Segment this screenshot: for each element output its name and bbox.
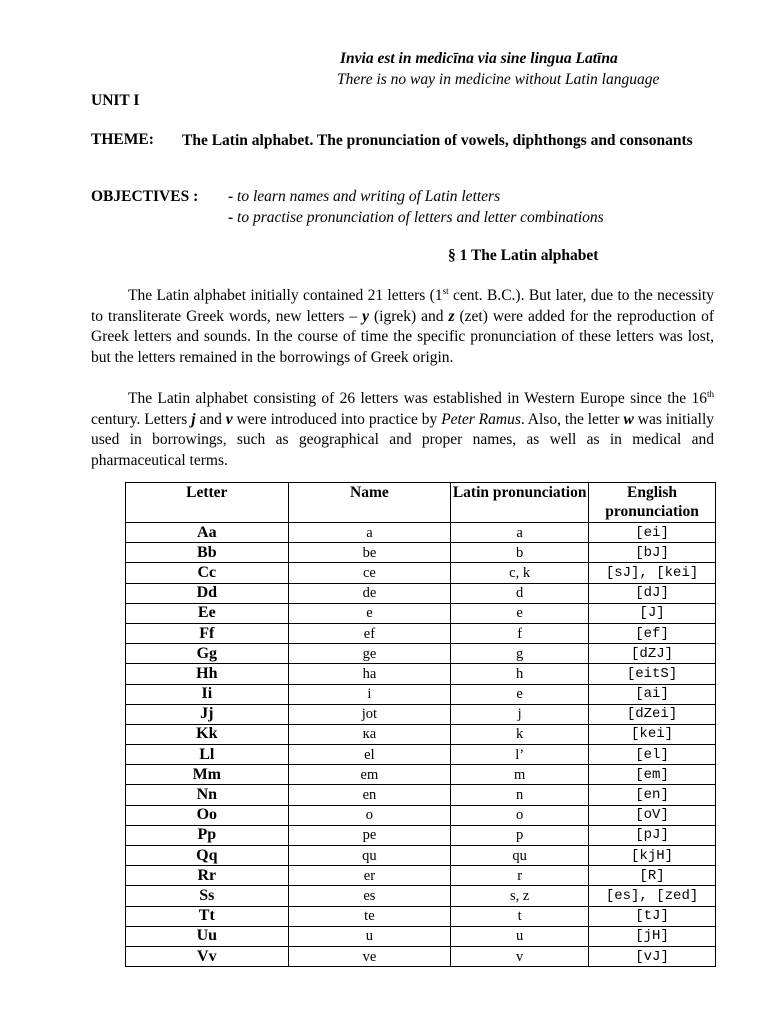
english-pronunciation-cell: [ai] <box>589 684 716 704</box>
letter-w: w <box>623 410 634 428</box>
letter-cell: Nn <box>126 785 289 805</box>
table-row <box>126 926 716 946</box>
text-run: . Also, the letter <box>520 410 624 428</box>
latin-pronunciation-cell: qu <box>451 846 589 866</box>
name-cell: em <box>288 765 451 785</box>
english-pronunciation-cell: [en] <box>589 785 716 805</box>
table-header-row <box>126 483 716 523</box>
english-pronunciation-cell: [dZei] <box>589 704 716 724</box>
latin-pronunciation-cell: g <box>451 644 589 664</box>
name-cell: ce <box>288 563 451 583</box>
table-row <box>126 623 716 643</box>
letter-cell: Aa <box>126 523 289 543</box>
paragraph-2 <box>91 389 714 471</box>
letter-v: v <box>225 410 233 428</box>
superscript: th <box>706 389 714 399</box>
latin-pronunciation-cell: e <box>451 603 589 623</box>
header-latin-pronunciation: Latin pronunciation <box>451 483 589 523</box>
header-english-pronunciation: English pronunciation <box>589 483 716 523</box>
english-pronunciation-cell: [ef] <box>589 623 716 643</box>
table-row <box>126 825 716 845</box>
english-pronunciation-cell: [tJ] <box>589 906 716 926</box>
latin-pronunciation-cell: c, k <box>451 563 589 583</box>
table-row <box>126 523 716 543</box>
latin-pronunciation-cell: l’ <box>451 745 589 765</box>
letter-z: z <box>448 307 455 325</box>
latin-pronunciation-cell: p <box>451 825 589 845</box>
name-cell: el <box>288 745 451 765</box>
table-row <box>126 946 716 966</box>
english-pronunciation-cell: [dJ] <box>589 583 716 603</box>
letter-cell: Ee <box>126 603 289 623</box>
latin-pronunciation-cell: v <box>451 946 589 966</box>
english-pronunciation-cell: [oV] <box>589 805 716 825</box>
text-run: and <box>195 410 226 428</box>
letter-cell: Gg <box>126 644 289 664</box>
latin-pronunciation-cell: f <box>451 623 589 643</box>
letter-cell: Rr <box>126 866 289 886</box>
text-run: The Latin alphabet consisting of 26 letters was established in Western Europe since the 16 <box>128 390 707 407</box>
table-row <box>126 906 716 926</box>
table-row <box>126 724 716 744</box>
table-row <box>126 563 716 583</box>
person-name: Peter Ramus <box>441 410 521 428</box>
name-cell: pe <box>288 825 451 845</box>
latin-pronunciation-cell: o <box>451 805 589 825</box>
name-cell: jot <box>288 704 451 724</box>
text-run: cent. B.C.). But later, due to the necessity to transliterate Greek words, new letters – <box>91 287 714 325</box>
alphabet-table <box>125 482 716 967</box>
latin-pronunciation-cell: u <box>451 926 589 946</box>
text-run: were introduced into practice by <box>232 410 442 428</box>
latin-pronunciation-cell: e <box>451 684 589 704</box>
latin-pronunciation-cell: k <box>451 724 589 744</box>
text-run: was initially used in borrowings, such as geographical and proper names, as well as in medical and pharmaceutical terms. <box>91 410 714 469</box>
name-cell: en <box>288 785 451 805</box>
name-cell: i <box>288 684 451 704</box>
header-name: Name <box>288 483 451 523</box>
objective-dash: - <box>228 209 238 226</box>
table-row <box>126 846 716 866</box>
table-row <box>126 644 716 664</box>
name-cell: кa <box>288 724 451 744</box>
english-pronunciation-cell: [es], [zed] <box>589 886 716 906</box>
table-row <box>126 785 716 805</box>
latin-pronunciation-cell: n <box>451 785 589 805</box>
latin-pronunciation-cell: m <box>451 765 589 785</box>
english-pronunciation-cell: [sJ], [kei] <box>589 563 716 583</box>
table-row <box>126 745 716 765</box>
latin-pronunciation-cell: s, z <box>451 886 589 906</box>
table-row <box>126 866 716 886</box>
latin-pronunciation-cell: b <box>451 543 589 563</box>
latin-pronunciation-cell: t <box>451 906 589 926</box>
text-run: century. Letters <box>91 410 192 428</box>
letter-j: j <box>191 410 196 428</box>
motto-latin: Invia est in medicīna via sine lingua Latīna <box>340 50 618 67</box>
letter-cell: Bb <box>126 543 289 563</box>
letter-cell: Dd <box>126 583 289 603</box>
letter-cell: Hh <box>126 664 289 684</box>
letter-cell: Oo <box>126 805 289 825</box>
table-row <box>126 684 716 704</box>
name-cell: a <box>288 523 451 543</box>
letter-cell: Jj <box>126 704 289 724</box>
table-row <box>126 543 716 563</box>
letter-cell: Vv <box>126 946 289 966</box>
english-pronunciation-cell: [kjH] <box>589 846 716 866</box>
english-pronunciation-cell: [J] <box>589 603 716 623</box>
text-run: (zet) were added for the reproduction of Greek letters and sounds. In the course of time the specific pronunciation of these letters was lost, but the letters remained in the borrowings of Greek origin. <box>91 307 714 366</box>
english-pronunciation-cell: [jH] <box>589 926 716 946</box>
letter-cell: Tt <box>126 906 289 926</box>
header-letter: Letter <box>126 483 289 523</box>
name-cell: o <box>288 805 451 825</box>
name-cell: e <box>288 603 451 623</box>
letter-y: y <box>362 307 369 325</box>
name-cell: ef <box>288 623 451 643</box>
text-run: (igrek) and <box>369 307 449 325</box>
english-pronunciation-cell: [em] <box>589 765 716 785</box>
latin-pronunciation-cell: a <box>451 523 589 543</box>
objectives-label: OBJECTIVES : <box>91 188 199 205</box>
unit-title: UNIT I <box>91 92 140 109</box>
letter-cell: Ii <box>126 684 289 704</box>
motto-english: There is no way in medicine without Latin language <box>337 71 660 88</box>
objective-item <box>228 188 500 206</box>
table-body <box>126 523 716 967</box>
english-pronunciation-cell: [bJ] <box>589 543 716 563</box>
name-cell: be <box>288 543 451 563</box>
name-cell: ha <box>288 664 451 684</box>
table-row <box>126 805 716 825</box>
latin-pronunciation-cell: r <box>451 866 589 886</box>
objective-item <box>228 209 604 227</box>
name-cell: ge <box>288 644 451 664</box>
letter-cell: Kk <box>126 724 289 744</box>
table-row <box>126 664 716 684</box>
letter-cell: Mm <box>126 765 289 785</box>
letter-cell: Qq <box>126 846 289 866</box>
latin-pronunciation-cell: h <box>451 664 589 684</box>
paragraph-1 <box>91 286 714 368</box>
theme-label: THEME: <box>91 131 154 148</box>
english-pronunciation-cell: [kei] <box>589 724 716 744</box>
name-cell: er <box>288 866 451 886</box>
letter-cell: Cc <box>126 563 289 583</box>
text-run: The Latin alphabet initially contained 21 letters (1 <box>128 287 443 304</box>
name-cell: de <box>288 583 451 603</box>
latin-pronunciation-cell: j <box>451 704 589 724</box>
superscript: st <box>442 286 449 296</box>
english-pronunciation-cell: [pJ] <box>589 825 716 845</box>
english-pronunciation-cell: [ei] <box>589 523 716 543</box>
english-pronunciation-cell: [el] <box>589 745 716 765</box>
letter-cell: Ll <box>126 745 289 765</box>
table-row <box>126 765 716 785</box>
letter-cell: Pp <box>126 825 289 845</box>
english-pronunciation-cell: [vJ] <box>589 946 716 966</box>
theme-text: The Latin alphabet. The pronunciation of vowels, diphthongs and consonants <box>182 132 693 149</box>
latin-pronunciation-cell: d <box>451 583 589 603</box>
table-row <box>126 886 716 906</box>
table-row <box>126 603 716 623</box>
letter-cell: Ss <box>126 886 289 906</box>
objective-text: to practise pronunciation of letters and letter combinations <box>237 209 604 226</box>
letter-cell: Ff <box>126 623 289 643</box>
table-row <box>126 704 716 724</box>
name-cell: u <box>288 926 451 946</box>
name-cell: te <box>288 906 451 926</box>
table-row <box>126 583 716 603</box>
english-pronunciation-cell: [eitS] <box>589 664 716 684</box>
letter-cell: Uu <box>126 926 289 946</box>
name-cell: es <box>288 886 451 906</box>
english-pronunciation-cell: [dZJ] <box>589 644 716 664</box>
objective-text: to learn names and writing of Latin letters <box>237 188 501 205</box>
name-cell: ve <box>288 946 451 966</box>
english-pronunciation-cell: [R] <box>589 866 716 886</box>
objective-dash: - <box>228 188 238 205</box>
section-title: § 1 The Latin alphabet <box>448 247 599 264</box>
name-cell: qu <box>288 846 451 866</box>
